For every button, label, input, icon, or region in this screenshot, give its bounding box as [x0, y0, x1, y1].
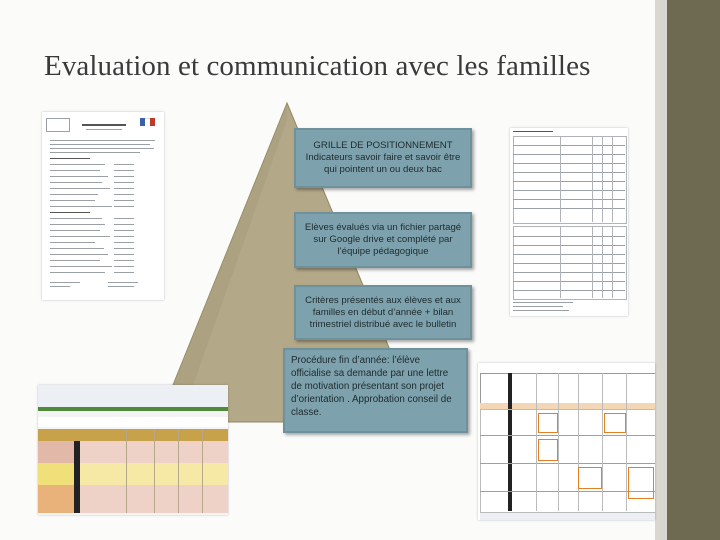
orange-cell	[578, 467, 602, 489]
col-divider	[202, 429, 203, 513]
text-line	[114, 194, 134, 195]
spreadsheet-document-thumbnail	[38, 385, 228, 515]
table-header	[480, 373, 655, 405]
grid-line	[513, 199, 625, 200]
text-line	[50, 164, 105, 165]
text-line	[86, 129, 122, 130]
grid-line	[513, 263, 625, 264]
letter-document-thumbnail	[42, 112, 164, 300]
text-line	[50, 188, 110, 189]
grid-line	[513, 172, 625, 173]
text-line	[513, 310, 569, 311]
text-line	[114, 188, 134, 189]
text-line	[114, 200, 134, 201]
grid-line	[513, 154, 625, 155]
text-line	[513, 306, 563, 307]
grid-line	[513, 281, 625, 282]
text-line	[50, 140, 155, 141]
text-line	[50, 218, 102, 219]
grid-line	[513, 181, 625, 182]
row-label-orange	[38, 485, 74, 513]
text-line	[114, 170, 134, 171]
sheet-tabs	[480, 512, 655, 520]
pyramid-level-1	[294, 128, 472, 188]
grid-col	[612, 226, 613, 298]
grid-col	[592, 136, 593, 222]
pyramid-level-2-text: Elèves évalués via un fichier partagé sur Google drive et complété par l’équipe pédagogique	[304, 222, 462, 257]
text-line	[114, 230, 134, 231]
text-line	[50, 152, 140, 153]
grid-col	[626, 373, 627, 511]
col-divider	[126, 429, 127, 513]
orange-cell	[604, 413, 626, 433]
text-line	[114, 242, 134, 243]
grid-col	[602, 226, 603, 298]
grid-col	[560, 226, 561, 298]
text-line	[50, 144, 150, 145]
text-line	[50, 230, 100, 231]
text-line	[50, 170, 100, 171]
text-line	[513, 302, 573, 303]
text-line	[114, 260, 134, 261]
text-line	[114, 218, 134, 219]
slide-title: Evaluation et communication avec les familles	[44, 50, 591, 82]
text-line	[114, 272, 134, 273]
text-line	[114, 254, 134, 255]
grid-col	[560, 136, 561, 222]
text-line	[50, 224, 105, 225]
text-line	[50, 260, 100, 261]
flag-logo-red	[150, 118, 155, 126]
pyramid-level-3-text: Critères présentés aux élèves et aux familles en début d’année + bilan trimestriel distribué avec le bulletin	[305, 294, 461, 330]
green-bar	[38, 407, 228, 411]
text-line	[114, 236, 134, 237]
grid-col	[536, 373, 537, 511]
grid-col	[558, 373, 559, 511]
text-line	[50, 194, 98, 195]
text-line	[50, 286, 70, 287]
grid-line	[513, 245, 625, 246]
text-line	[50, 248, 104, 249]
pyramid-level-4	[283, 348, 468, 433]
text-line	[50, 212, 90, 213]
grid-col	[592, 226, 593, 298]
text-line	[114, 176, 134, 177]
pyramid-level-2	[294, 212, 472, 268]
text-line	[50, 236, 110, 237]
orange-cell	[628, 467, 654, 499]
row-label-yellow	[38, 463, 74, 485]
text-line	[50, 158, 90, 159]
grid-document-thumbnail	[510, 128, 628, 316]
orange-cell	[538, 413, 558, 433]
grid-line	[513, 272, 625, 273]
header-row	[38, 417, 228, 427]
col-divider	[154, 429, 155, 513]
gold-header	[38, 429, 228, 441]
text-line	[50, 282, 80, 283]
text-line	[82, 124, 126, 126]
text-line	[114, 224, 134, 225]
text-line	[50, 266, 112, 267]
grid-col	[602, 373, 603, 511]
grid-line	[480, 463, 655, 464]
logo-mark	[46, 118, 70, 132]
grid-line	[513, 236, 625, 237]
text-line	[50, 200, 95, 201]
table-document-thumbnail	[478, 363, 655, 520]
grid-line	[513, 145, 625, 146]
text-line	[50, 182, 102, 183]
text-line	[114, 164, 134, 165]
orange-cell	[538, 439, 558, 461]
grid-line	[513, 254, 625, 255]
grid-line	[513, 190, 625, 191]
grid-line	[513, 290, 625, 291]
grid-col	[578, 373, 579, 511]
text-line	[50, 176, 108, 177]
text-line	[50, 148, 154, 149]
grid-table	[513, 136, 627, 224]
pyramid-level-3	[294, 285, 472, 340]
text-line	[50, 272, 105, 273]
text-line	[108, 282, 138, 283]
text-line	[50, 254, 108, 255]
text-line	[50, 242, 95, 243]
grid-line	[513, 163, 625, 164]
grid-col	[602, 136, 603, 222]
text-line	[114, 266, 134, 267]
grid-line	[513, 208, 625, 209]
grid-col	[612, 136, 613, 222]
text-line	[513, 131, 553, 132]
col-divider	[178, 429, 179, 513]
text-line	[114, 206, 134, 207]
text-line	[108, 286, 134, 287]
grid-line	[480, 435, 655, 436]
pyramid-level-4-text: Procédure fin d’année: l’élève officialise sa demande par une lettre de motivation présentant son projet d’orientation . Approbation conseil de classe.	[291, 355, 452, 418]
text-line	[114, 248, 134, 249]
pyramid-level-1-text: GRILLE DE POSITIONNEMENT Indicateurs savoir faire et savoir être qui pointent un ou deux bac	[305, 140, 461, 175]
text-line	[114, 182, 134, 183]
text-line	[50, 206, 112, 207]
toolbar	[38, 385, 228, 408]
